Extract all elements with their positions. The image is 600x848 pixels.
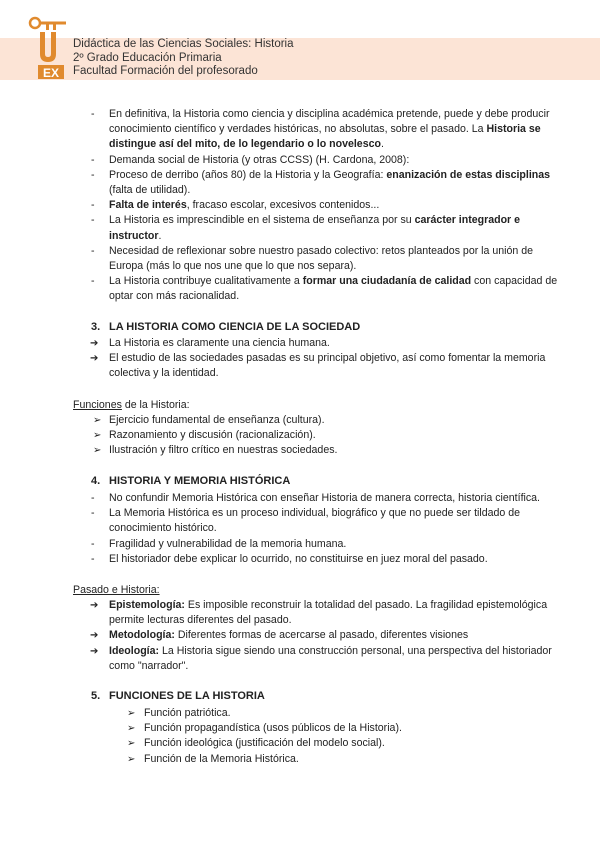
intro-list xyxy=(0,107,600,305)
list-item: ➢ Función propagandística (usos públicos de la Historia). xyxy=(127,722,402,735)
header-faculty: Facultad Formación del profesorado xyxy=(73,65,258,77)
list-item: - El historiador debe explicar lo ocurrido, no constituirse en juez moral del pasado. xyxy=(91,552,488,565)
list-item: ➔ Ideología: La Historia sigue siendo una construcción personal, una perspectiva del historiador como "narrador". xyxy=(90,644,552,672)
section-5-list xyxy=(0,706,600,767)
list-item: ➢ Función ideológica (justificación del modelo social). xyxy=(127,737,385,750)
header-text xyxy=(73,38,294,79)
svg-text:EX: EX xyxy=(42,66,60,80)
list-item: ➢ Función de la Memoria Histórica. xyxy=(127,752,299,765)
list-item: ➢ Razonamiento y discusión (racionalización). xyxy=(93,429,316,442)
section-4-heading: 4. HISTORIA Y MEMORIA HISTÓRICA xyxy=(91,475,291,487)
list-item: ➢ Función patriótica. xyxy=(127,707,231,719)
section-5-heading: 5. FUNCIONES DE LA HISTORIA xyxy=(91,690,265,702)
section-3-heading: 3. LA HISTORIA COMO CIENCIA DE LA SOCIEDAD xyxy=(91,321,361,333)
list-item: ➔ El estudio de las sociedades pasadas es su principal objetivo, así como fomentar la memoria colectiva y la identidad. xyxy=(90,352,546,380)
list-item: - Necesidad de reflexionar sobre nuestro pasado colectivo: retos planteados por la unión de Europa (más lo que nos une que lo que nos separa). xyxy=(91,244,534,273)
header-degree: 2º Grado Educación Primaria xyxy=(73,51,222,64)
list-item: ➢ Ejercicio fundamental de enseñanza (cultura). xyxy=(93,414,325,426)
university-logo xyxy=(26,16,70,80)
funciones-list xyxy=(0,413,600,459)
list-item: - No confundir Memoria Histórica con enseñar Historia de manera correcta, historia científica. xyxy=(91,492,540,504)
list-item: ➢ Ilustración y filtro crítico en nuestras sociedades. xyxy=(93,444,338,457)
list-item: - Proceso de derribo (años 80) de la Historia y la Geografía: enanización de estas disciplinas (falta de utilidad). xyxy=(91,168,551,197)
list-item: - Fragilidad y vulnerabilidad de la memoria humana. xyxy=(91,537,347,550)
list-item: - Falta de interés, fracaso escolar, excesivos contenidos... xyxy=(91,199,380,212)
pasado-label: Pasado e Historia: xyxy=(73,584,160,596)
section-3-list xyxy=(0,336,600,382)
list-item: - La Memoria Histórica es un proceso individual, biográfico y que no puede ser tildado de conocimiento histórico. xyxy=(91,507,521,535)
list-item: - Demanda social de Historia (y otras CCSS) (H. Cardona, 2008): xyxy=(91,153,410,166)
list-item: - La Historia contribuye cualitativamente a formar una ciudadanía de calidad con capacidad de optar con más racionalidad. xyxy=(91,275,558,303)
list-item: - En definitiva, la Historia como ciencia y disciplina académica pretende, puede y debe producir conocimiento científico y verdades históricas, no absolutas, sobre el pasado. La Historia se distingue así del mito, de lo legendario o lo novelesco. xyxy=(91,108,550,151)
section-4-list xyxy=(0,491,600,567)
list-item: ➔ La Historia es claramente una ciencia humana. xyxy=(90,337,330,349)
pasado-list xyxy=(0,598,600,674)
list-item: ➔ Epistemología: Es imposible reconstruir la totalidad del pasado. La fragilidad epistemológica permite lecturas diferentes del pasado. xyxy=(90,599,548,627)
funciones-label: Funciones de la Historia: xyxy=(73,399,190,411)
list-item: ➔ Metodología: Diferentes formas de acercarse al pasado, diferentes visiones xyxy=(90,629,469,642)
header-course: Didáctica de las Ciencias Sociales: Historia xyxy=(73,38,294,50)
list-item: - La Historia es imprescindible en el sistema de enseñanza por su carácter integrador e instructor. xyxy=(91,214,521,242)
